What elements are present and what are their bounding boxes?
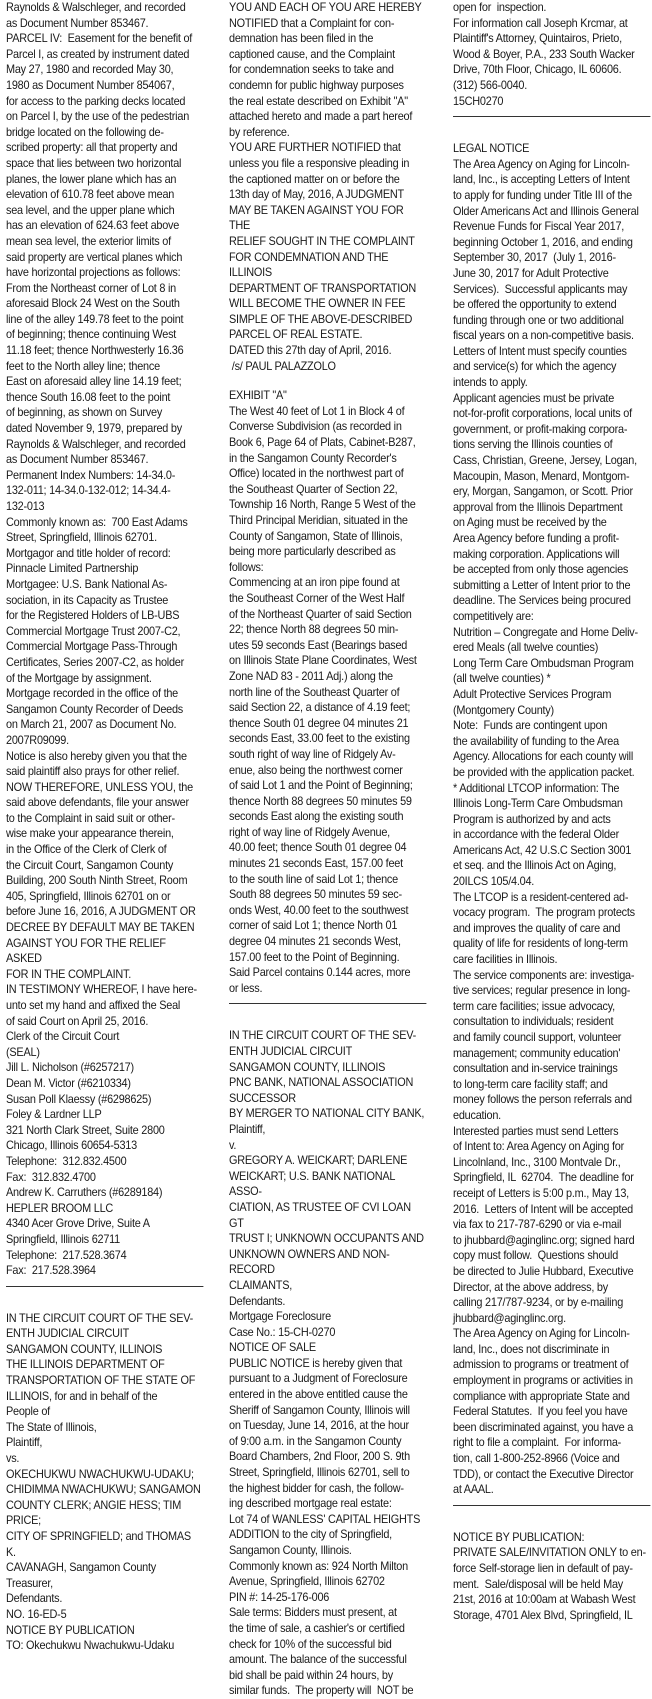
divider xyxy=(6,1286,203,1287)
column-1 xyxy=(6,0,203,1653)
notice-foreclosure-700-east-adams-continued: Raynolds & Walschleger, and recorded as Document Number 853467. PARCEL IV: Easement for the benefit of Parcel I, as created by instrument dated May 27, 1980 and recorded May 30, 1980 as Document Number 854067, for access to the parking decks located on Parcel I, by the use of the pedestrian bridge located on the following de- scribed property: all that property and space that lies between two horizontal planes, the lower plane which has an elevation of 610.78 feet above mean sea level, and the upper plane which has an elevation of 624.63 feet above mean sea level, the exterior limits of said property are vertical planes which have horizontal projections as follows: From the Northeast corner of Lot 8 in aforesaid Block 24 West on the South line of the alley 149.78 feet to the point of beginning; thence continuing West 11.18 feet; thence Northwesterly 16.36 feet to the North alley line; thence East on aforesaid alley line 14.19 feet; thence South 16.08 feet to the point of beginning, as shown on Survey dated November 9, 1979, prepared by Raynolds & Walschleger, and recorded as Document Number 853467. Permanent Index Numbers: 14-34.0- 132-011; 14-34.0-132-012; 14-34.4- 132-013 Commonly known as: 700 East Adams Street, Springfield, Illinois 62701. Mortgagor and title holder of record: Pinnacle Limited Partnership Mortgagee: U.S. Bank National As- sociation, in its Capacity as Trustee for the Registered Holders of LB-UBS Commercial Mortgage Trust 2007-C2, Commercial Mortgage Pass-Through Certificates, Series 2007-C2, as holder of the Mortgage by assignment. Mortgage recorded in the office of the Sangamon County Recorder of Deeds on March 21, 2007 as Document No. 2007R09099. Notice is also hereby given you that the said plaintiff also prays for other relief. NOW THEREFORE, UNLESS YOU, the said above defendants, file your answer to the Complaint in said suit or other- wise make your appearance therein, in the Office of the Clerk of Clerk of the Circuit Court, Sangamon County Building, 200 South Ninth Street, Room 405, Springfield, Illinois 62701 on or before June 16, 2016, A JUDGMENT OR DECREE BY DEFAULT MAY BE TAKEN AGAINST YOU FOR THE RELIEF ASKED FOR IN THE COMPLAINT. IN TESTIMONY WHEREOF, I have here- unto set my hand and affixed the Seal of said Court on April 25, 2016. Clerk of the Circuit Court (SEAL) Jill L. Nicholson (#6257217) Dean M. Victor (#6210334) Susan Poll Klaessy (#6298625) Foley & Lardner LLP 321 North Clark Street, Suite 2800 Chicago, Illinois 60654-5313 Telephone: 312.832.4500 Fax: 312.832.4700 Andrew K. Carruthers (#6289184) HEPLER BROOM LLC 4340 Acer Grove Drive, Suite A Springfield, Illinois 62711 Telephone: 217.528.3674 Fax: 217.528.3964 xyxy=(6,1,197,1278)
divider xyxy=(229,1003,426,1004)
divider xyxy=(453,116,650,117)
column-3 xyxy=(453,0,650,1622)
notice-pnc-foreclosure-sale-continued: open for inspection. For information call Joseph Krcmar, at Plaintiff's Attorney, Quintairos, Prieto, Wood & Boyer, P.A., 233 South Wacker Drive, 70th Floor, Chicago, IL 60606. (312) 566-0040. 15CH0270 xyxy=(453,1,635,108)
notice-idot-condemnation-caption: IN THE CIRCUIT COURT OF THE SEV- ENTH JUDICIAL CIRCUIT SANGAMON COUNTY, ILLINOIS THE ILLINOIS DEPARTMENT OF TRANSPORTATION OF THE STATE OF ILLINOIS, for and in behalf of the People of The State of Illinois, Plaintiff, vs. OKECHUKWU NWACHUKWU-UDAKU; CHIDIMMA NWACHUKWU; SANGAMON COUNTY CLERK; ANGIE HESS; TIM PRICE; CITY OF SPRINGFIELD; and THOMAS K. CAVANAGH, Sangamon County Treasurer, Defendants. NO. 16-ED-5 NOTICE BY PUBLICATION TO: Okechukwu Nwachukwu-Udaku xyxy=(6,1311,201,1653)
notice-pnc-foreclosure-sale: IN THE CIRCUIT COURT OF THE SEV- ENTH JUDICIAL CIRCUIT SANGAMON COUNTY, ILLINOIS PNC BANK, NATIONAL ASSOCIATION SUCCESSOR BY MERGER TO NATIONAL CITY BANK, Plaintiff, v. GREGORY A. WEICKART; DARLENE WEICKART; U.S. BANK NATIONAL ASSO- CIATION, AS TRUSTEE OF CVI LOAN GT TRUST I; UNKNOWN OCCUPANTS AND UNKNOWN OWNERS AND NON-RECORD CLAIMANTS, Defendants. Mortgage Foreclosure Case No.: 15-CH-0270 NOTICE OF SALE PUBLIC NOTICE is hereby given that pursuant to a Judgment of Foreclosure entered in the above entitled cause the Sheriff of Sangamon County, Illinois will on Tuesday, June 14, 2016, at the hour of 9:00 a.m. in the Sangamon County Board Chambers, 2nd Floor, 200 S. 9th Street, Springfield, Illinois 62701, sell to the highest bidder for cash, the follow- ing described mortgage real estate: Lot 74 of WANLESS' CAPITAL HEIGHTS ADDITION to the city of Springfield, Sangamon County, Illinois. Commonly known as: 924 North Milton Avenue, Springfield, Illinois 62702 PIN #: 14-25-176-006 Sale terms: Bidders must present, at the time of sale, a cashier's or certified check for 10% of the successful bid amount. The balance of the successful bid shall be paid within 24 hours, by similar funds. The property will NOT be xyxy=(229,1029,425,1698)
legal-notice-area-agency-on-aging: LEGAL NOTICE The Area Agency on Aging for Lincoln- land, Inc., is accepting Letters of Intent to apply for funding under Title III of the Older Americans Act and Illinois General Revenue Funds for Fiscal Year 2017, beginning October 1, 2016, and ending September 30, 2017 (July 1, 2016- June 30, 2017 for Adult Protective Services). Successful applicants may be offered the opportunity to extend funding through one or two additional fiscal years on a non-competitive basis. Letters of Intent must specify counties and service(s) for which the agency intends to apply. Applicant agencies must be private not-for-profit corporations, local units of government, or profit-making corpora- tions serving the Illinois counties of Cass, Christian, Greene, Jersey, Logan, Macoupin, Mason, Menard, Montgom- ery, Morgan, Sangamon, or Scott. Prior approval from the Illinois Department on Aging must be received by the Area Agency before funding a profit- making corporation. Applications will be accepted from only those agencies submitting a Letter of Intent prior to the deadline. The Services being procured competitively are: Nutrition – Congregate and Home Deliv- ered Meals (all twelve counties) Long Term Care Ombudsman Program (all twelve counties) * Adult Protective Services Program (Montgomery County) Note: Funds are contingent upon the availability of funding to the Area Agency. Allocations for each county will be provided with the application packet. * Additional LTCOP information: The Illinois Long-Term Care Ombudsman Program is authorized by and acts in accordance with the federal Older Americans Act, 42 U.S.C Section 3001 et seq. and the Illinois Act on Aging, 20ILCS 105/4.04. The LTCOP is a resident-centered ad- vocacy program. The program protects and improves the quality of care and quality of life for residents of long-term care facilities in Illinois. The service components are: investiga- tive services; regular presence in long- term care facilities; issue advocacy, consultation to individuals; resident and family council support, volunteer management; community education' consultation and in-service trainings to long-term care facility staff; and money follows the person referrals and education. Interested parties must send Letters of Intent to: Area Agency on Aging for Lincolnland, Inc., 3100 Montvale Dr., Springfield, IL 62704. The deadline for receipt of Letters is 5:00 p.m., May 13, 2016. Letters of Intent will be accepted via fax to 217-787-6290 or via e-mail to jhubbard@aginglinc.org; signed hard copy must follow. Questions should be directed to Julie Hubbard, Executive Director, at the above address, by calling 217/787-9234, or by e-mailing jhubbard@aginglinc.org. The Area Agency on Aging for Lincoln- land, Inc., does not discriminate in admission to programs or treatment of employment in programs or activities in compliance with appropriate State and Federal Statutes. If you feel you have been discriminated against, you have a right to file a complaint. For informa- tion, call 1-800-252-8966 (Voice and TDD), or contact the Executive Director at AAAL. xyxy=(453,142,639,1497)
notice-by-publication-self-storage: NOTICE BY PUBLICATION: PRIVATE SALE/INVITATION ONLY to en- force Self-storage lien in default of pay- ment. Sale/disposal will be held May 21st, 2016 at 10:00am at Wabash West Storage, 4701 Alex Blvd, Springfield, IL xyxy=(453,1530,646,1622)
notice-idot-condemnation-body: YOU AND EACH OF YOU ARE HEREBY NOTIFIED that a Complaint for con- demnation has been filed in the captioned cause, and the Complaint for condemnation seeks to take and condemn for public highway purposes the real estate described on Exhibit "A" attached hereto and made a part hereof by reference. YOU ARE FURTHER NOTIFIED that unless you file a responsive pleading in the captioned matter on or before the 13th day of May, 2016, A JUDGMENT MAY BE TAKEN AGAINST YOU FOR THE RELIEF SOUGHT IN THE COMPLAINT FOR CONDEMNATION AND THE ILLINOIS DEPARTMENT OF TRANSPORTATION WILL BECOME THE OWNER IN FEE SIMPLE OF THE ABOVE-DESCRIBED PARCEL OF REAL ESTATE. DATED this 27th day of April, 2016. /s/ PAUL PALAZZOLO xyxy=(229,1,422,373)
divider xyxy=(453,1505,650,1506)
column-2 xyxy=(229,0,426,1698)
notice-exhibit-a: EXHIBIT "A" The West 40 feet of Lot 1 in Block 4 of Converse Subdivision (as recorded in Book 6, Page 64 of Plats, Cabinet-B287, in the Sangamon County Recorder's Office) located in the northwest part of the Southeast Quarter of Section 22, Township 16 North, Range 5 West of the Third Principal Meridian, situated in the County of Sangamon, State of Illinois, being more particularly described as follows: Commencing at an iron pipe found at the Southeast Corner of the West Half of the Northeast Quarter of said Section 22; thence North 88 degrees 50 min- utes 59 seconds East (Bearings based on Illinois State Plane Coordinates, West Zone NAD 83 - 2011 Adj.) along the north line of the Southeast Quarter of said Section 22, a distance of 4.19 feet; thence South 01 degree 04 minutes 21 seconds East, 33.00 feet to the existing south right of way line of Ridgely Av- enue, also being the northwest corner of said Lot 1 and the Point of Beginning; thence North 88 degrees 50 minutes 59 seconds East along the existing south right of way line of Ridgely Avenue, 40.00 feet; thence South 01 degree 04 minutes 21 seconds East, 157.00 feet to the south line of said Lot 1; thence South 88 degrees 50 minutes 59 sec- onds West, 40.00 feet to the southwest corner of said Lot 1; thence North 01 degree 04 minutes 21 seconds West, 157.00 feet to the Point of Beginning. Said Parcel contains 0.144 acres, more or less. xyxy=(229,389,417,995)
